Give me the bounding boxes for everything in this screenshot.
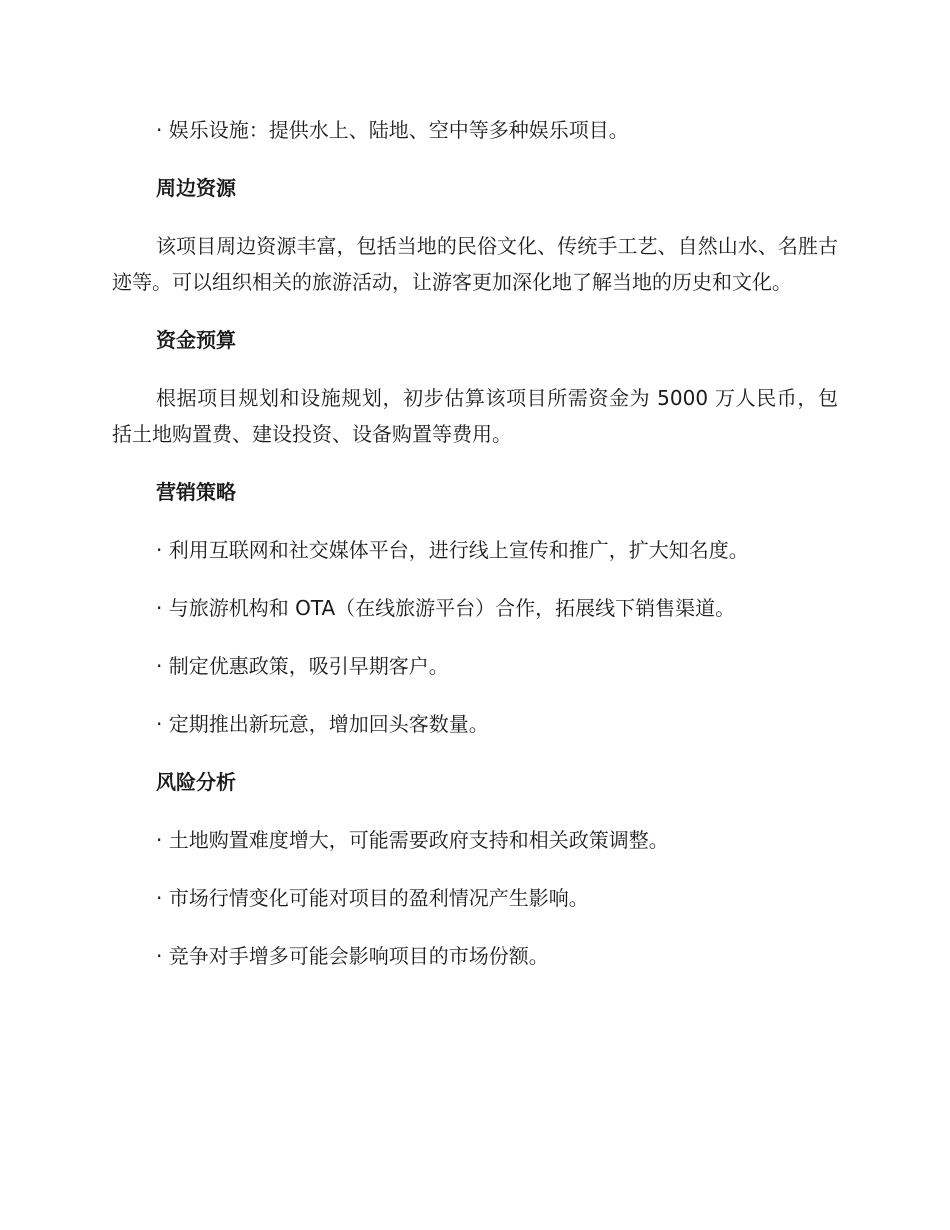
section-heading-marketing: 营销策略 [156,480,236,504]
risk-bullet: · 市场行情变化可能对项目的盈利情况产生影响。 [156,886,589,910]
marketing-bullet: · 定期推出新玩意，增加回头客数量。 [156,712,489,736]
section-heading-surroundings: 周边资源 [156,176,236,200]
surroundings-paragraph: 该项目周边资源丰富，包括当地的民俗文化、传统手工艺、自然山水、名胜古迹等。可以组织相关的旅游活动，让游客更加深化地了解当地的历史和文化。 [112,234,838,294]
marketing-bullet: · 制定优惠政策，吸引早期客户。 [156,654,449,678]
section-heading-budget: 资金预算 [156,328,236,352]
risk-bullet: · 土地购置难度增大，可能需要政府支持和相关政策调整。 [156,828,669,852]
marketing-bullet: · 与旅游机构和 OTA（在线旅游平台）合作，拓展线下销售渠道。 [156,596,736,620]
risk-bullet: · 竞争对手增多可能会影响项目的市场份额。 [156,944,549,968]
budget-paragraph: 根据项目规划和设施规划，初步估算该项目所需资金为 5000 万人民币，包括土地购置费、建设投资、设备购置等费用。 [112,386,838,446]
marketing-bullet: · 利用互联网和社交媒体平台，进行线上宣传和推广，扩大知名度。 [156,538,749,562]
entertainment-bullet: · 娱乐设施：提供水上、陆地、空中等多种娱乐项目。 [156,118,629,142]
section-heading-risk: 风险分析 [156,770,236,794]
document-page [112,112,838,974]
